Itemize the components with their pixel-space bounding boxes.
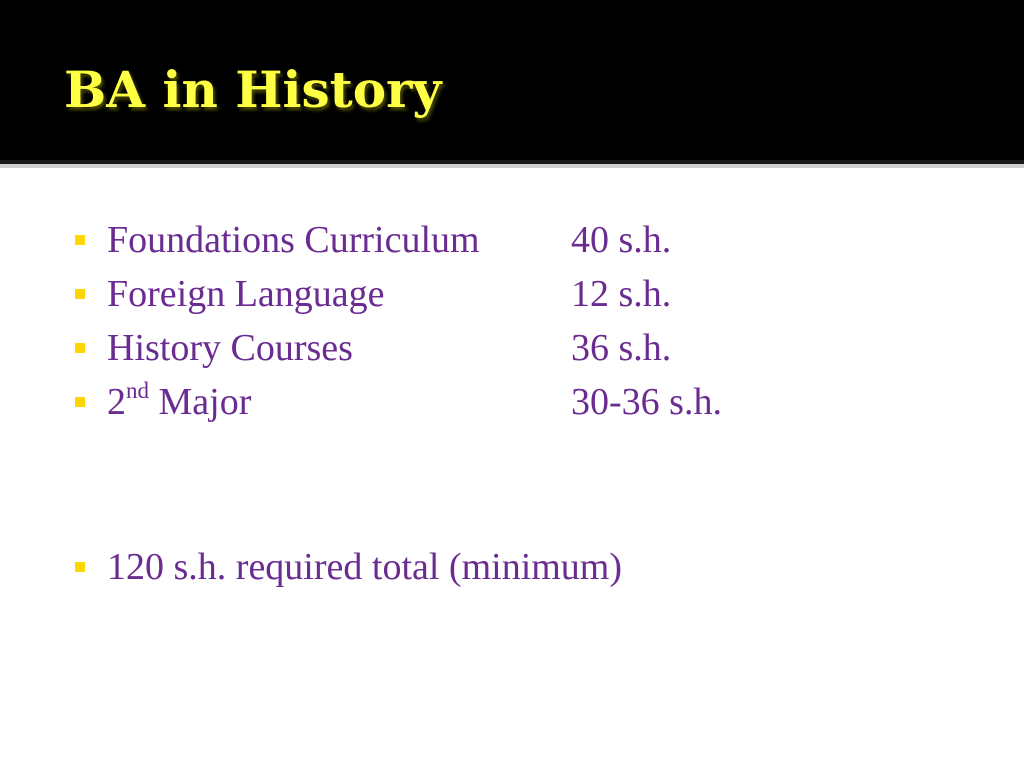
title-divider-shadow: [0, 164, 1024, 168]
list-item: [0, 378, 1024, 426]
title-bar: [0, 0, 1024, 160]
list-item: [0, 270, 1024, 318]
item-value: 36 s.h.: [571, 327, 672, 369]
list-item: [0, 324, 1024, 372]
item-label: [107, 378, 251, 426]
slide-title: BA in History: [64, 60, 442, 119]
square-bullet-icon: [75, 343, 85, 353]
square-bullet-icon: [75, 397, 85, 407]
square-bullet-icon: [75, 289, 85, 299]
summary-label: 120 s.h. required total (minimum): [107, 546, 623, 588]
item-label-ordinal: nd: [126, 378, 149, 404]
item-value: 30-36 s.h.: [571, 381, 722, 423]
item-value: 12 s.h.: [571, 273, 672, 315]
item-label-text: Major: [149, 381, 252, 423]
square-bullet-icon: [75, 235, 85, 245]
item-label: History Courses: [107, 327, 353, 369]
item-label-number: 2: [107, 381, 126, 423]
summary-item: [0, 543, 1024, 591]
list-item: [0, 216, 1024, 264]
item-label: Foreign Language: [107, 273, 385, 315]
item-value: 40 s.h.: [571, 219, 672, 261]
square-bullet-icon: [75, 562, 85, 572]
item-label: Foundations Curriculum: [107, 219, 480, 261]
